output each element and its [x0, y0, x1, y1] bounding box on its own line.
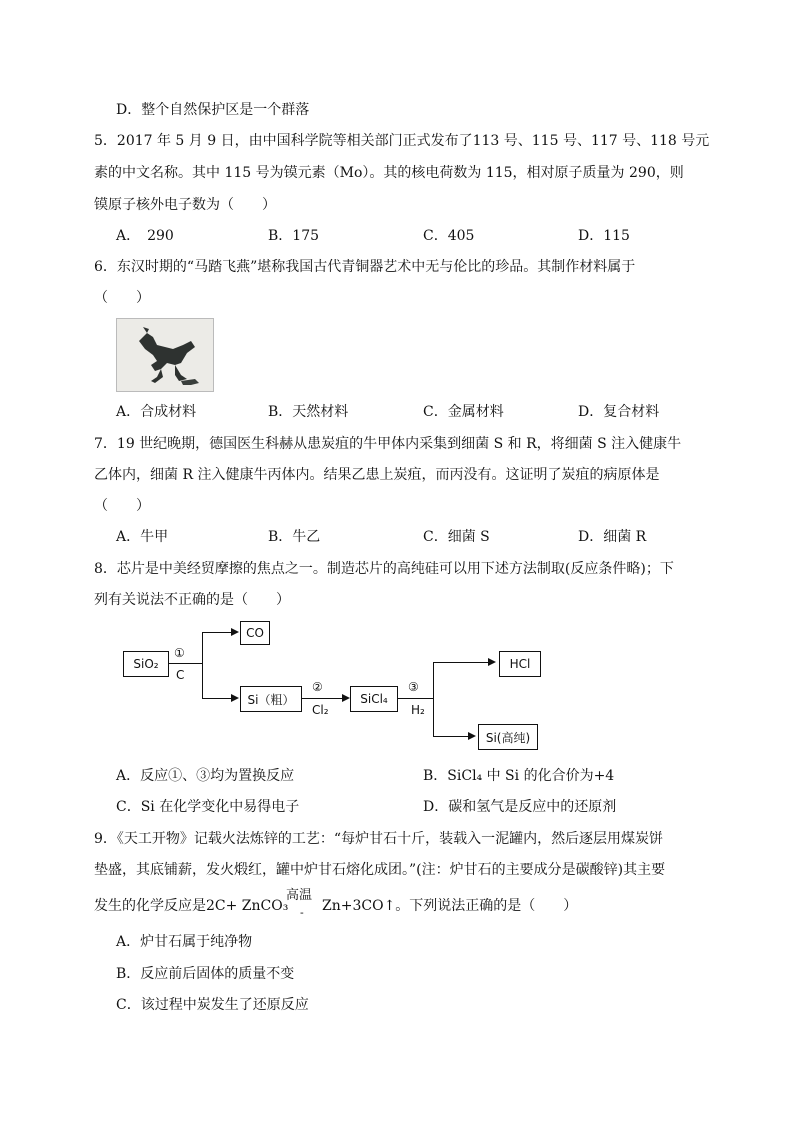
step2-label: ②	[312, 680, 323, 694]
si-pure-box: Si(高纯)	[478, 724, 538, 750]
q5-option-a[interactable]: A． 290	[116, 228, 174, 244]
q5-option-d[interactable]: D．115	[578, 228, 630, 244]
q9-stem-line3-prefix: 发生的化学反应是2C+ ZnCO₃	[94, 898, 289, 914]
si-pure-arrow-line	[433, 736, 469, 737]
step2-arrowhead-icon	[342, 694, 350, 702]
q7-stem-line1: 7．19 世纪晚期，德国医生科赫从患炭疽的牛甲体内采集到细菌 S 和 R，将细菌 S 注入健康牛	[94, 436, 682, 452]
q7-option-c[interactable]: C．细菌 S	[423, 529, 490, 545]
step1-branch-line	[202, 632, 203, 698]
q8-option-c[interactable]: C．Si 在化学变化中易得电子	[116, 799, 300, 815]
step2-reagent: Cl₂	[312, 703, 329, 717]
co-arrow-line	[202, 632, 232, 633]
q5-option-b[interactable]: B．175	[268, 228, 320, 244]
hcl-arrow-line	[433, 662, 489, 663]
q7-stem-line3: （ ）	[94, 498, 150, 514]
q8-option-a[interactable]: A．反应①、③均为置换反应	[116, 768, 295, 784]
q9-stem-line2: 垫盛，其底铺薪，发火煅红，罐中炉甘石熔化成团。”(注：炉甘石的主要成分是碳酸锌)其主要	[94, 862, 666, 878]
reaction-condition-label: 高温	[286, 888, 313, 903]
q7-option-b[interactable]: B．牛乙	[268, 529, 321, 545]
q9-option-c[interactable]: C．该过程中炭发生了还原反应	[116, 997, 309, 1013]
q9-option-a[interactable]: A．炉甘石属于纯净物	[116, 934, 253, 950]
si-crude-box: Si（粗）	[240, 686, 302, 712]
q5-stem-line3: 镆原子核外电子数为（ ）	[94, 197, 276, 213]
step3-reagent: H₂	[411, 703, 425, 717]
q6-stem-line1: 6．东汉时期的“马踏飞燕”堪称我国古代青铜器艺术中无与伦比的珍品。其制作材料属于	[94, 259, 636, 275]
co-arrowhead-icon	[231, 628, 239, 636]
step2-arrow-line	[301, 698, 343, 699]
q7-option-d[interactable]: D．细菌 R	[578, 529, 647, 545]
sio2-connector	[168, 663, 202, 664]
q5-stem-line2: 素的中文名称。其中 115 号为镆元素（Mo）。其的核电荷数为 115，相对原子质量为 290，则	[94, 165, 684, 181]
q9-stem-line1: 9．《天工开物》记载火法炼锌的工艺：“每炉甘石十斤，装载入一泥罐内，然后逐层用煤炭饼	[94, 831, 664, 847]
q7-option-a[interactable]: A．牛甲	[116, 529, 169, 545]
step1-reagent: C	[176, 668, 185, 682]
reaction-condition-dash: -	[300, 906, 304, 919]
q9-option-b[interactable]: B．反应前后固体的质量不变	[116, 966, 295, 982]
step1-label: ①	[174, 646, 185, 660]
q8-option-d[interactable]: D．碳和氢气是反应中的还原剂	[423, 799, 617, 815]
si-crude-arrow-line	[202, 698, 232, 699]
si-pure-arrowhead-icon	[468, 732, 476, 740]
q4-option-d: D．整个自然保护区是一个群落	[116, 102, 310, 118]
q7-stem-line2: 乙体内，细菌 R 注入健康牛丙体内。结果乙患上炭疽，而丙没有。这证明了炭疽的病原体是	[94, 467, 660, 483]
step3-label: ③	[408, 680, 419, 694]
q5-option-c[interactable]: C．405	[423, 228, 475, 244]
q8-stem-line1: 8．芯片是中美经贸摩擦的焦点之一。制造芯片的高纯硅可以用下述方法制取(反应条件略)；下	[94, 561, 674, 577]
q5-stem-line1: 5．2017 年 5 月 9 日，由中国科学院等相关部门正式发布了113 号、115 号、117 号、118 号元	[94, 133, 710, 149]
si-crude-arrowhead-icon	[231, 694, 239, 702]
q9-stem-line3-suffix: Zn+3CO↑。下列说法正确的是（ ）	[322, 898, 578, 914]
step3-branch-line	[433, 662, 434, 736]
q6-option-c[interactable]: C．金属材料	[423, 404, 504, 420]
q8-stem-line2: 列有关说法不正确的是（ ）	[94, 592, 290, 608]
q6-option-a[interactable]: A．合成材料	[116, 404, 197, 420]
step3-connector	[397, 698, 433, 699]
reaction-condition	[286, 884, 322, 924]
q6-stem-line2: （ ）	[94, 290, 150, 306]
co-box: CO	[240, 621, 270, 645]
q8-option-b[interactable]: B．SiCl₄ 中 Si 的化合价为+4	[423, 768, 615, 784]
bronze-horse-image	[116, 318, 214, 392]
hcl-arrowhead-icon	[488, 658, 496, 666]
q6-option-d[interactable]: D．复合材料	[578, 404, 660, 420]
sicl4-box: SiCl₄	[350, 686, 398, 712]
hcl-box: HCl	[499, 651, 541, 677]
q6-option-b[interactable]: B．天然材料	[268, 404, 349, 420]
sio2-box: SiO₂	[123, 651, 169, 677]
